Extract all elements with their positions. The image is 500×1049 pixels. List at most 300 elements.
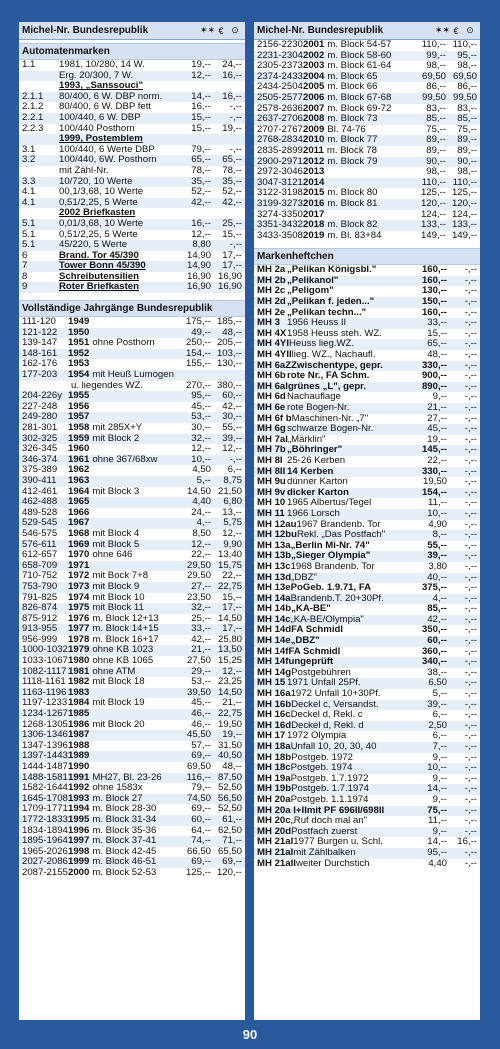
- year: 1971: [68, 559, 90, 571]
- right-header-title: Michel-Nr. Bundesrepublik: [257, 25, 384, 36]
- mh-number: MH 13a: [257, 539, 291, 551]
- year: 2007: [303, 102, 325, 114]
- year-note: mit Bock 7+8: [92, 570, 149, 582]
- price-used: 110,--: [452, 39, 477, 50]
- michel-number-range: 302-325: [22, 432, 58, 444]
- year-note: m. Block 73: [327, 113, 378, 125]
- year-description: [303, 199, 415, 210]
- year: 1985: [68, 708, 90, 720]
- price-mint: 19,--: [427, 433, 447, 445]
- price-used: 52,--: [222, 186, 242, 198]
- year-note: mit Heuß Lumogen: [92, 369, 174, 381]
- item-description: „DBZ": [291, 571, 317, 583]
- price-used: 16,90: [217, 270, 242, 282]
- item-description: 2002 Briefkasten: [59, 207, 136, 219]
- mh-number: MH 18a: [257, 741, 291, 752]
- price-used: 17,--: [222, 249, 242, 261]
- michel-number-range: 2972-3046: [257, 166, 303, 178]
- price-mint: 64,--: [191, 824, 211, 836]
- year: 1998: [68, 845, 90, 857]
- michel-number-range: 2505-2577: [257, 91, 303, 103]
- price-used: 6,80: [223, 496, 242, 508]
- price-mint: 29,--: [191, 665, 211, 677]
- price-mint: 9,--: [432, 772, 447, 784]
- mh-number: MH 6b: [257, 370, 286, 382]
- price-mint: 42,--: [427, 613, 447, 625]
- price-mint: 99,--: [426, 49, 446, 61]
- item-description: Deckel d, Rekl. c: [290, 709, 363, 721]
- price-used: -,--: [464, 751, 477, 763]
- michel-number: 9: [22, 281, 28, 293]
- price-used: 25,80: [217, 633, 242, 645]
- mh-number: MH 9u: [257, 476, 286, 488]
- mh-number: MH 12bu: [257, 529, 297, 541]
- item-description: Postfach zuerst: [291, 825, 358, 837]
- mh-number: MH 2b: [257, 274, 286, 286]
- price-used: -,--: [229, 111, 242, 123]
- year: 1993: [68, 792, 90, 804]
- item-description: weiter Durchstich: [295, 857, 370, 869]
- price-mint: 45,--: [191, 400, 211, 412]
- mh-number: MH 14g: [257, 666, 292, 678]
- michel-number: 3.1: [22, 143, 36, 155]
- year-note: m. Block 77: [327, 134, 378, 146]
- price-mint: 10,--: [427, 507, 447, 519]
- michel-number: 2.1.2: [22, 101, 44, 113]
- price-used: 13,--: [222, 506, 242, 518]
- year: 1952: [68, 347, 90, 359]
- price-used: 98,--: [457, 166, 477, 178]
- year: 1953: [68, 358, 90, 370]
- item-description: grünes „L", gepr.: [287, 380, 367, 392]
- price-used: 39,--: [222, 432, 242, 444]
- jahrgang-row: [19, 868, 245, 879]
- price-mint: 45,--: [427, 423, 447, 435]
- item-description: Brandenb.T. 20+30Pf.: [290, 592, 384, 604]
- michel-number: 2.2.1: [22, 111, 44, 123]
- year: 2012: [303, 155, 325, 167]
- price-mint: 25,--: [191, 612, 211, 624]
- price-used: -,--: [464, 603, 477, 615]
- price-used: 9,90: [223, 538, 242, 550]
- year: 1966: [68, 506, 90, 518]
- mh-number: MH 4YII: [257, 349, 292, 361]
- year-note: m. Block 12+13: [92, 612, 159, 624]
- michel-number-range: 489-528: [22, 506, 58, 518]
- price-used: 42,--: [222, 196, 242, 208]
- price-mint: 6,--: [432, 730, 447, 742]
- year-description: [303, 231, 415, 242]
- mh-number: MH 21aI: [257, 836, 294, 848]
- year-note: Bl. 74-76: [327, 123, 366, 135]
- mh-number: MH 10: [257, 497, 286, 509]
- year-note: m. Block 27: [92, 792, 143, 804]
- michel-number-range: 2305-2373: [257, 60, 303, 72]
- price-used: 103,--: [216, 347, 242, 359]
- price-used: -,--: [464, 433, 477, 445]
- item-description: 100/440 Posthorn: [59, 122, 135, 134]
- price-used: -,--: [464, 592, 477, 604]
- price-mint: 69,50: [421, 70, 446, 82]
- price-used: 69,--: [222, 856, 242, 868]
- item-description: 1966 Lorsch: [287, 507, 340, 519]
- michel-number-range: 2374-2433: [257, 70, 303, 82]
- mh-number: MH 2e: [257, 306, 286, 318]
- price-used: -,--: [464, 846, 477, 858]
- price-used: -,--: [464, 688, 477, 700]
- item-description: Postgeb. 1974: [290, 762, 353, 774]
- michel-number-range: 111-120: [22, 316, 56, 328]
- price-used: 62,50: [217, 824, 242, 836]
- price-mint: 69,--: [191, 803, 211, 815]
- price-used: -,--: [464, 635, 477, 647]
- year-note: mit Block 5: [92, 538, 140, 550]
- price-used: -,--: [464, 560, 477, 572]
- year: 1954: [68, 369, 90, 381]
- price-mint: 39,--: [427, 550, 447, 562]
- mh-number: MH 20a: [257, 793, 291, 805]
- michel-number-range: 791-825: [22, 591, 58, 603]
- price-mint: 23,50: [186, 591, 211, 603]
- michel-number-range: 2578-2636: [257, 102, 303, 114]
- item-description: 1967 Brandenb. Tor: [296, 518, 381, 530]
- price-mint: 79,--: [191, 143, 211, 155]
- item-description: „Berlin Mi-Nr. 74": [290, 539, 370, 551]
- item-description: Schreibutensilien: [59, 270, 139, 282]
- price-used: -,--: [464, 476, 477, 488]
- price-mint: 116,--: [186, 771, 211, 783]
- year: 1978: [68, 633, 90, 645]
- item-description: Roter Briefkasten: [59, 281, 139, 293]
- year: 1997: [68, 835, 90, 847]
- price-used: 125,--: [451, 187, 477, 199]
- price-used: 86,--: [457, 81, 477, 93]
- price-used: -,--: [464, 815, 477, 827]
- item-description: „Pelikan Königsbl.": [287, 264, 377, 276]
- price-used: 87,50: [217, 771, 242, 783]
- price-mint: 45,--: [191, 697, 211, 709]
- price-used: 205,--: [216, 337, 242, 349]
- price-used: 13,40: [217, 549, 242, 561]
- price-mint: 14,90: [186, 260, 211, 272]
- price-used: -,--: [464, 264, 477, 276]
- michel-number-range: 204-226y: [22, 390, 63, 402]
- year-note: mit Block 11: [92, 602, 144, 614]
- michel-number: 4.1: [22, 186, 36, 198]
- michel-number-range: 1895-1964: [22, 835, 68, 847]
- mh-number: MH 14a: [257, 592, 291, 604]
- price-mint: 133,--: [420, 219, 446, 231]
- item-description: 00,1/3,68, 10 Werte: [59, 186, 144, 198]
- mh-number: MH 8II: [257, 465, 286, 477]
- section-title-jahrgaenge: Vollständige Jahrgänge Bundesrepublik: [19, 300, 245, 317]
- price-used: 65,--: [222, 154, 242, 166]
- year: 1951: [68, 337, 90, 349]
- michel-number-range: 1268-1305: [22, 718, 68, 730]
- year: 1986: [68, 718, 90, 730]
- price-mint: 4,--: [196, 517, 211, 529]
- year-note: mit Block 18: [92, 676, 145, 688]
- price-used: -,--: [464, 423, 477, 435]
- year: 1995: [68, 813, 90, 825]
- item-description: 1956 Heuss II: [287, 317, 347, 329]
- item-description: Unfall 10, 20, 30, 40: [290, 741, 377, 752]
- year-note: m. Block 46-51: [92, 856, 157, 868]
- price-mint: 42,--: [191, 633, 211, 645]
- item-description: „Peligom": [287, 285, 334, 297]
- item-description: „Ruf doch mal an": [290, 815, 368, 827]
- michel-number-range: 2087-2155: [22, 866, 68, 878]
- michel-number-range: 2231-2304: [257, 49, 303, 61]
- mh-number: MH 16b: [257, 698, 292, 710]
- michel-number: 5.1: [22, 228, 36, 240]
- item-description: rote Bogen-Nr.: [287, 402, 350, 413]
- year: 1975: [68, 602, 90, 614]
- year-note: m. Block 82: [327, 219, 378, 231]
- year-note: m. Block 58-60: [327, 49, 392, 61]
- year: 1959: [68, 432, 90, 444]
- price-mint: 75,--: [426, 123, 446, 135]
- price-used: 52,50: [217, 803, 242, 815]
- price-used: 89,--: [457, 134, 477, 146]
- year-note: m. Block 66: [327, 81, 378, 93]
- item-description: „Sieger Olympia": [291, 550, 371, 562]
- price-used: 12,--: [222, 443, 242, 455]
- price-used: 48,--: [222, 761, 242, 772]
- item-description: Postgeb. 1.7.1972: [290, 772, 369, 784]
- price-used: -,--: [229, 239, 242, 251]
- year: 1976: [68, 612, 90, 624]
- price-mint: 6,50: [428, 677, 447, 689]
- year: 1970: [68, 549, 90, 561]
- year: 1963: [68, 474, 90, 486]
- price-used: -,--: [464, 391, 477, 403]
- year-note: mit Block 10: [92, 591, 145, 603]
- price-used: -,--: [464, 793, 477, 805]
- mh-number: MH 13b: [257, 550, 292, 562]
- item-description: mit Zähl-Nr.: [59, 164, 109, 176]
- price-mint: 15,--: [191, 111, 211, 123]
- year-note: m. Block 16+17: [92, 633, 159, 645]
- automaten-row: [19, 282, 245, 293]
- markenheftchen-row: [254, 403, 480, 414]
- year-note: m. Block 14+15: [92, 623, 159, 635]
- markenheftchen-row: [254, 848, 480, 859]
- price-used: -,--: [464, 370, 477, 382]
- price-used: 16,--: [222, 69, 242, 81]
- price-used: -,--: [464, 645, 477, 657]
- item-description: „Pelikan techn...": [287, 306, 367, 318]
- year-note: m. Block 81: [327, 197, 378, 209]
- item-description: Heuss lieg.WZ.: [289, 338, 355, 350]
- price-used: 69,50: [452, 70, 477, 82]
- year-note: m. Block 42-45: [92, 845, 157, 857]
- item-description: 10/720, 10 Werte: [59, 175, 133, 187]
- price-used: -,--: [464, 486, 477, 498]
- price-used: -,--: [464, 296, 477, 308]
- mh-number: MH 16a: [257, 688, 291, 700]
- item-description: 1981, 10/280, 14 W.: [59, 59, 145, 70]
- price-used: -,--: [464, 306, 477, 318]
- price-mint: 22,--: [427, 454, 447, 466]
- item-description: 1971 Unfall 25Pf.: [287, 677, 361, 689]
- item-description: schwarze Bogen-Nr.: [287, 423, 374, 435]
- price-used: 98,--: [457, 60, 477, 72]
- year: 2003: [303, 60, 325, 72]
- price-used: 40,50: [217, 750, 242, 762]
- price-used: 17,--: [222, 602, 242, 614]
- year: 1969: [68, 538, 90, 550]
- price-mint: 11,--: [427, 815, 447, 827]
- michel-number-range: 375-389: [22, 464, 58, 476]
- price-mint: 155,--: [185, 358, 211, 370]
- price-used: 78,--: [222, 164, 242, 176]
- price-mint: 10,--: [191, 453, 211, 465]
- price-mint: 890,--: [421, 380, 447, 392]
- price-mint: 12,--: [191, 228, 211, 240]
- price-mint: 2,50: [428, 719, 447, 731]
- michel-number-range: 162-176: [22, 358, 58, 370]
- michel-number: 2.1.1: [22, 90, 44, 102]
- price-used: 133,--: [451, 219, 477, 231]
- price-mint: 83,--: [426, 102, 446, 114]
- price-mint: 11,--: [427, 497, 447, 509]
- year: 2019: [303, 229, 325, 241]
- price-mint: 7,--: [432, 741, 447, 752]
- item-description: Maschinen-Nr. „7": [291, 412, 369, 424]
- mh-number: MH 14b: [257, 603, 292, 615]
- year: 1980: [68, 655, 90, 667]
- price-used: 149,--: [451, 229, 477, 241]
- michel-number: 7: [22, 260, 28, 272]
- michel-number-range: 3122-3198: [257, 187, 303, 199]
- price-used: -,--: [464, 359, 477, 371]
- price-mint: 75,--: [427, 804, 447, 816]
- price-used: -,--: [464, 677, 477, 689]
- price-used: -,--: [464, 338, 477, 350]
- price-used: 19,--: [222, 122, 242, 134]
- michel-number: 6: [22, 249, 28, 261]
- price-used: 185,--: [216, 316, 242, 328]
- price-mint: 8,80: [192, 239, 211, 251]
- item-description: „KA-BE": [291, 603, 331, 615]
- michel-number-range: 1444-1487: [22, 761, 68, 772]
- price-used: -,--: [464, 624, 477, 636]
- item-description: Deckel d, Rekl. d: [291, 719, 364, 731]
- year: 2016: [303, 197, 325, 209]
- price-used: -,--: [464, 349, 477, 361]
- markenheftchen-row: [254, 509, 480, 520]
- michel-number: 3.3: [22, 175, 36, 187]
- price-used: 16,90: [217, 281, 242, 293]
- price-mint: 149,--: [420, 229, 446, 241]
- price-mint: 60,--: [427, 635, 447, 647]
- price-mint: 154,--: [421, 486, 447, 498]
- item-description: 1965 Albertus/Tegel: [287, 497, 372, 509]
- section-title-markenheftchen: Markenheftchen: [254, 248, 480, 265]
- mh-number: MH 4X: [257, 327, 287, 339]
- year: 1955: [68, 390, 90, 402]
- jahrgang-row: [254, 231, 480, 242]
- price-used: -,--: [464, 402, 477, 413]
- price-used: -,--: [464, 327, 477, 339]
- year: 1982: [68, 676, 90, 688]
- price-mint: 74,--: [191, 835, 211, 847]
- michel-number-range: 177-203: [22, 369, 58, 381]
- mh-number: MH 2c: [257, 285, 286, 297]
- michel-number-range: 658-709: [22, 559, 58, 571]
- year: 1965: [68, 496, 90, 508]
- year-note: m. Block 35-36: [92, 824, 157, 836]
- year-note: ohne 367/68xw: [92, 453, 158, 465]
- year: 1960: [68, 443, 90, 455]
- price-used: 17,--: [222, 260, 242, 272]
- price-mint: 38,--: [427, 666, 447, 678]
- mh-number: MH 17: [257, 730, 286, 742]
- michel-number-range: 546-575: [22, 527, 58, 539]
- michel-number-range: 3199-3273: [257, 197, 303, 209]
- year: 1972: [68, 570, 90, 582]
- price-used: -,--: [464, 539, 477, 551]
- year-note: m. Block 61-64: [327, 60, 392, 72]
- michel-number-range: 1033-1067: [22, 655, 68, 667]
- michel-number-range: 1082-1117: [22, 665, 67, 677]
- year: 1981: [68, 665, 90, 677]
- mh-number: MH 18b: [257, 751, 292, 763]
- michel-number-range: 956-999: [22, 633, 58, 645]
- price-used: -,--: [464, 274, 477, 286]
- mh-number: MH 14e: [257, 635, 291, 647]
- price-mint: 110,--: [421, 39, 446, 50]
- item-description: Erg. 20/300, 7 W.: [59, 69, 134, 81]
- year-note: ohne KB 1065: [92, 655, 154, 667]
- michel-number-range: 121-122: [22, 326, 58, 338]
- price-mint: 16,90: [186, 281, 211, 293]
- price-mint: 330,--: [421, 465, 447, 477]
- item-description: 1972 Olympia: [287, 730, 347, 742]
- year-note: mit Block 20: [92, 718, 145, 730]
- year-note: ohne Posthorn: [92, 337, 155, 349]
- year-note: m. Block 31-34: [92, 813, 157, 825]
- price-mint: 57,--: [191, 739, 211, 751]
- price-mint: 9,--: [432, 751, 447, 763]
- price-mint: 42,--: [191, 196, 211, 208]
- price-mint: 175,--: [185, 316, 211, 328]
- michel-number: [22, 71, 59, 82]
- item-description: Postgebühren: [291, 666, 351, 678]
- item-description: 100/440, 6 Werte DBP: [59, 143, 155, 155]
- year-note: mit Block 19: [92, 697, 145, 709]
- year-note: m. Block 37-41: [92, 835, 157, 847]
- price-used: 110,--: [452, 176, 477, 188]
- mh-number: MH 6aZ: [257, 359, 292, 371]
- year-note: m. Block 80: [327, 187, 378, 199]
- price-mint: 19,--: [191, 59, 211, 70]
- price-mint: 154,--: [185, 347, 211, 359]
- michel-number-range: 2835-2899: [257, 144, 303, 156]
- price-used: 35,--: [222, 175, 242, 187]
- mh-number: MH 6e: [257, 402, 286, 413]
- price-used: -,--: [464, 412, 477, 424]
- michel-number-range: 1306-1346: [22, 729, 68, 741]
- mh-number: MH 14f: [257, 645, 289, 657]
- price-mint: 98,--: [426, 60, 446, 72]
- price-used: 19,--: [222, 729, 242, 741]
- price-mint: 89,--: [426, 144, 446, 156]
- jahrgang-row: [254, 199, 480, 210]
- price-mint: 4,90: [428, 518, 447, 530]
- year: 1949: [68, 316, 90, 328]
